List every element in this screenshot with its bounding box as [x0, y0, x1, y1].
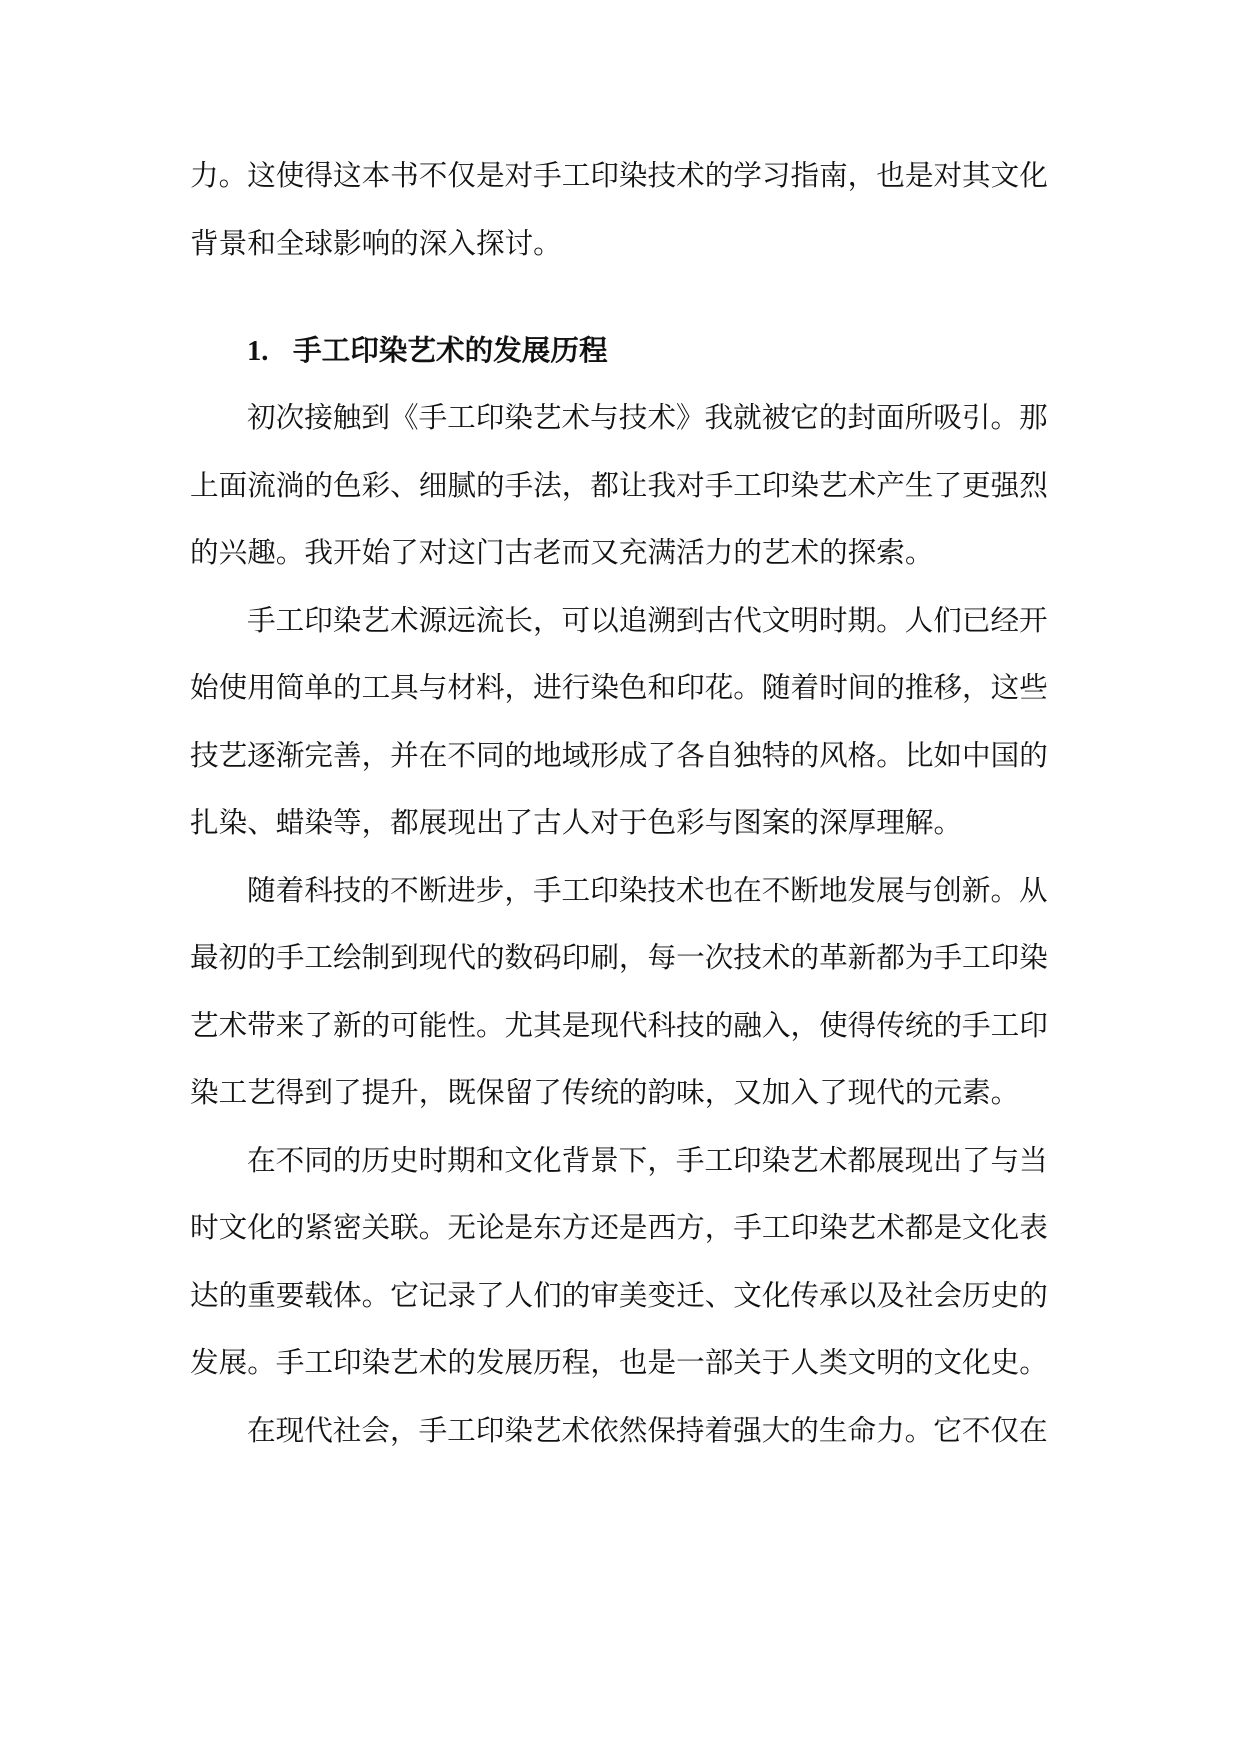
paragraph-line: 初次接触到《手工印染艺术与技术》我就被它的封面所吸引。那	[247, 400, 1048, 434]
section-title: 手工印染艺术的发展历程	[293, 333, 608, 367]
paragraph	[190, 1397, 1052, 1465]
section-number: 1.	[247, 336, 269, 367]
paragraph-line: 染工艺得到了提升，既保留了传统的韵味，又加入了现代的元素。	[190, 1075, 1020, 1109]
paragraph	[190, 857, 1052, 1127]
paragraph-line: 时文化的紧密关联。无论是东方还是西方，手工印染艺术都是文化表	[190, 1210, 1048, 1244]
paragraph-line: 技艺逐渐完善，并在不同的地域形成了各自独特的风格。比如中国的	[190, 737, 1048, 772]
document-body	[190, 142, 1052, 1464]
paragraph-line: 背景和全球影响的深入探讨。	[190, 225, 562, 260]
section-spacing	[190, 277, 1052, 317]
paragraph-line: 最初的手工绘制到现代的数码印刷，每一次技术的革新都为手工印染	[190, 940, 1048, 974]
paragraph-line: 上面流淌的色彩、细腻的手法，都让我对手工印染艺术产生了更强烈	[190, 467, 1048, 502]
paragraph-line: 扎染、蜡染等，都展现出了古人对于色彩与图案的深厚理解。	[190, 805, 963, 839]
paragraph	[190, 384, 1052, 587]
paragraph-line: 的兴趣。我开始了对这门古老而又充满活力的艺术的探索。	[190, 535, 934, 569]
paragraph-line: 在现代社会，手工印染艺术依然保持着强大的生命力。它不仅在	[247, 1412, 1048, 1447]
paragraph-line: 艺术带来了新的可能性。尤其是现代科技的融入，使得传统的手工印	[190, 1007, 1048, 1042]
paragraph-line: 在不同的历史时期和文化背景下，手工印染艺术都展现出了与当	[247, 1142, 1048, 1177]
paragraph	[190, 1127, 1052, 1397]
section-heading	[190, 317, 1052, 384]
continuation-paragraph	[190, 142, 1052, 277]
paragraph-line: 手工印染艺术源远流长，可以追溯到古代文明时期。人们已经开	[247, 602, 1048, 637]
paragraph-line: 随着科技的不断进步，手工印染技术也在不断地发展与创新。从	[247, 872, 1048, 907]
paragraph-line: 发展。手工印染艺术的发展历程，也是一部关于人类文明的文化史。	[190, 1345, 1048, 1379]
paragraph	[190, 587, 1052, 857]
paragraph-line: 达的重要载体。它记录了人们的审美变迁、文化传承以及社会历史的	[190, 1277, 1048, 1312]
paragraph-line: 力。这使得这本书不仅是对手工印染技术的学习指南，也是对其文化	[190, 158, 1048, 192]
paragraph-line: 始使用简单的工具与材料，进行染色和印花。随着时间的推移，这些	[190, 670, 1048, 704]
